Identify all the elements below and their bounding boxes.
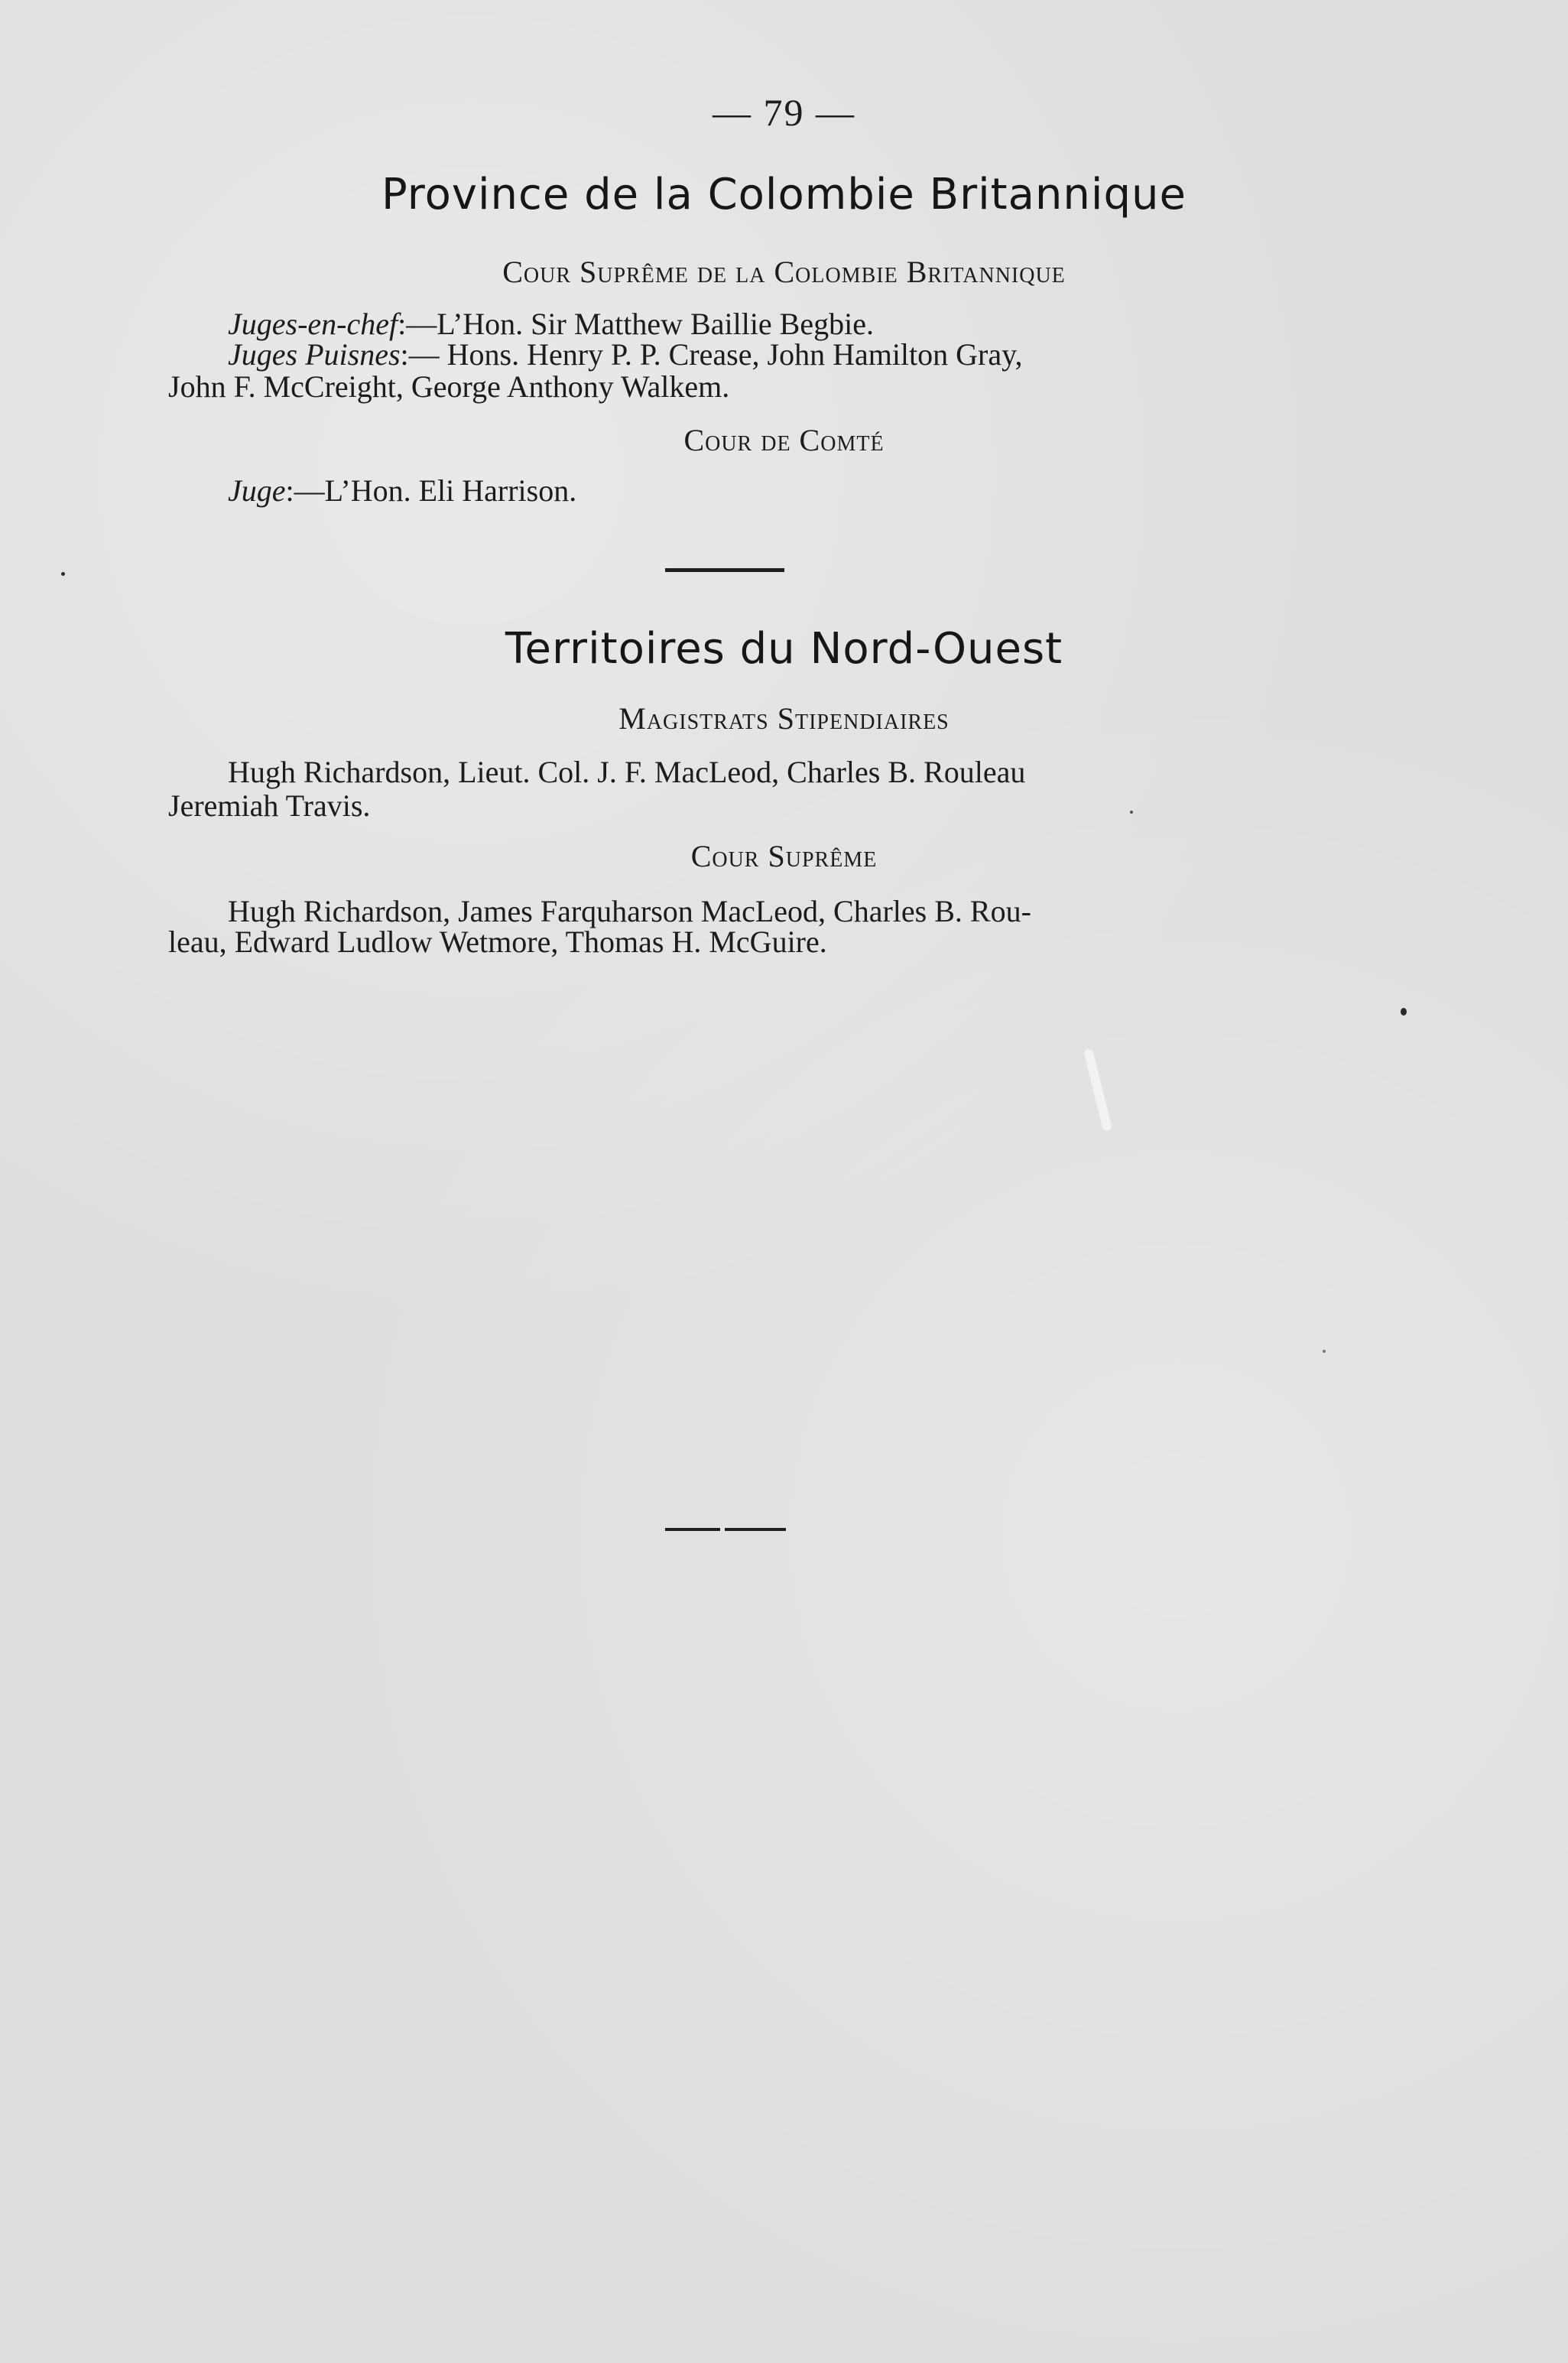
supreme-court-line-2: leau, Edward Ludlow Wetmore, Thomas H. McGuire. <box>168 925 827 959</box>
magistrates-line-2: Jeremiah Travis. <box>168 788 371 823</box>
territoires-title: Territoires du Nord-Ouest <box>505 624 1063 674</box>
puisne-judges-line <box>228 338 1023 372</box>
section-divider <box>665 568 784 572</box>
puisne-judges-text: :— Hons. Henry P. P. Crease, John Hamilton Gray, <box>400 337 1023 372</box>
county-judge-text: :—L’Hon. Eli Harrison. <box>285 473 577 508</box>
province-title: Province de la Colombie Britannique <box>381 170 1187 219</box>
page-number: — 79 — <box>713 91 855 134</box>
chief-justice-label: Juges-en-chef <box>228 307 398 341</box>
magistrates-line-1: Hugh Richardson, Lieut. Col. J. F. MacLeod, Charles B. Rouleau <box>228 755 1026 789</box>
paper-blemish <box>1083 1048 1112 1132</box>
cour-supreme-cb-heading: Cour Suprême de la Colombie Britannique <box>502 255 1066 289</box>
puisne-judges-label: Juges Puisnes <box>228 337 401 372</box>
county-judge-line <box>228 474 576 508</box>
ink-speck <box>61 572 65 576</box>
supreme-court-line-1: Hugh Richardson, James Farquharson MacLeod, Charles B. Rou- <box>228 894 1031 928</box>
ink-speck <box>1401 1008 1407 1016</box>
county-judge-label: Juge <box>228 473 286 508</box>
ink-speck <box>1130 811 1133 814</box>
chief-justice-text: :—L’Hon. Sir Matthew Baillie Begbie. <box>398 307 874 341</box>
puisne-judges-continuation: John F. McCreight, George Anthony Walkem. <box>168 369 730 404</box>
ink-speck <box>1323 1350 1326 1353</box>
magistrats-heading: Magistrats Stipendiaires <box>618 701 950 736</box>
cour-supreme-heading: Cour Suprême <box>690 839 878 873</box>
end-divider-left <box>665 1528 720 1531</box>
cour-de-comte-heading: Cour de Comté <box>683 423 885 457</box>
end-divider-right <box>725 1528 786 1531</box>
chief-justice-line <box>228 307 874 341</box>
